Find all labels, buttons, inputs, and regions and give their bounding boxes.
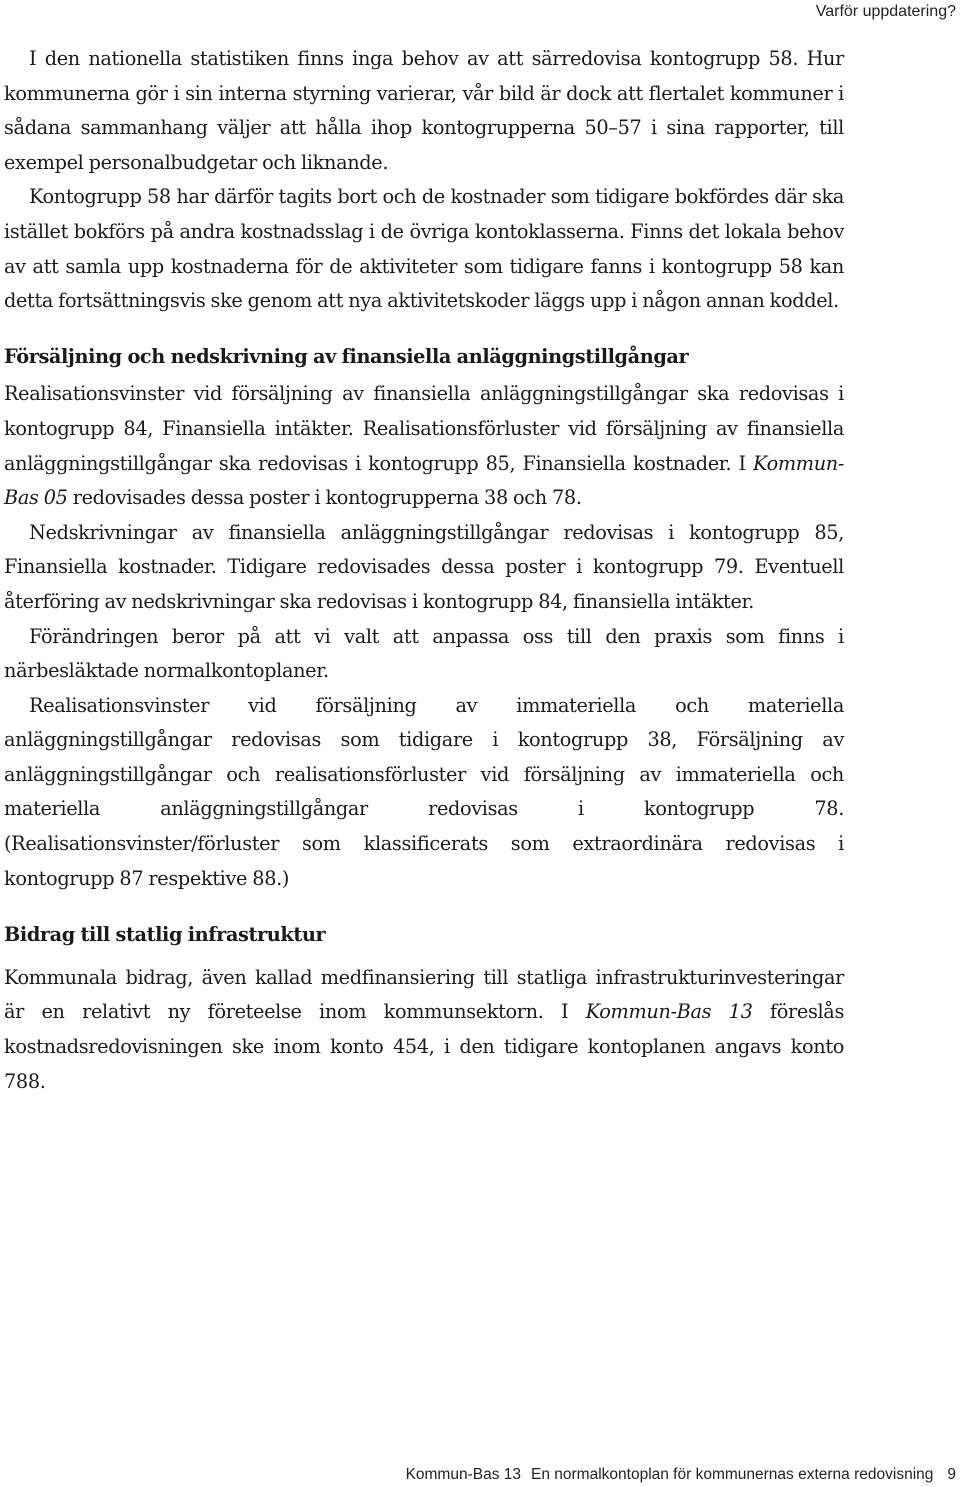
paragraph-statistics: I den nationella statistiken finns inga behov av att särredovisa kontogrupp 58. Hur kommunerna gör i sin interna styrning varierar, vår bild är dock att flertalet kommuner i sådana sammanhang väljer att hålla ihop kontogrupperna 50–57 i sina rapporter, till exempel personalbudgetar och liknande.: [4, 47, 844, 174]
text-span: redovisades dessa poster i kontogrupperna 38 och 78.: [67, 486, 582, 510]
paragraph-immateriella: Realisationsvinster vid försäljning av immateriella och materiella anläggningstillgångar redovisas som tidigare i kontogrupp 38, Försäljning av anläggningstillgångar och realisationsförluster vid försäljning av immateriella och materiella anläggningstillgångar redovisas i kontogrupp 78. (Realisationsvinster/förluster som klassificerats som extraordinära redovisas i kontogrupp 87 respektive 88.): [4, 693, 844, 890]
text-span: föreslås kostnadsredovisningen ske inom konto 454, i den tidigare kontoplanen angavs konto 788.: [4, 1000, 844, 1093]
text-span: Realisationsvinster vid försäljning av finansiella anläggningstillgångar ska redovisas i kontogrupp 84, Finansiella intäkter. Realisationsförluster vid försäljning av finansiella anläggningstillgångar ska redovisas i kontogrupp 85, Finansiella kostnader. I: [4, 382, 844, 475]
paragraph-nedskrivningar: Nedskrivningar av finansiella anläggningstillgångar redovisas i kontogrupp 85, Finansiella kostnader. Tidigare redovisades dessa poster i kontogrupp 79. Eventuell återföring av nedskrivningar ska redovisas i kontogrupp 84, finansiella intäkter.: [4, 520, 844, 613]
paragraph-kontogrupp-58: Kontogrupp 58 har därför tagits bort och de kostnader som tidigare bokfördes där ska istället bokförs på andra kostnadsslag i de övriga kontoklasserna. Finns det lokala behov av att samla upp kostnaderna för de aktiviteter som tidigare fanns i kontogrupp 58 kan detta fortsättningsvis ske genom att nya aktivitetskoder läggs upp i någon annan koddel.: [4, 185, 844, 313]
paragraph-praxis: Förändringen beror på att vi valt att anpassa oss till den praxis som finns i närbesläktade normalkontoplaner.: [4, 624, 844, 683]
paragraph-infrastructure: [4, 961, 844, 1099]
section-heading-financial-assets: Försäljning och nedskrivning av finansiella anläggningstillgångar: [4, 344, 689, 368]
publication-title-italic: Kommun-Bas 13: [585, 1000, 753, 1024]
paragraph-realisation-financial: [4, 377, 844, 515]
page-body: [4, 42, 844, 1099]
publication-title-italic: Kommun-Bas 05: [4, 451, 844, 510]
page-footer: [406, 1466, 956, 1484]
running-header: Varför uppdatering?: [815, 3, 956, 20]
section-heading-infrastructure: Bidrag till statlig infrastruktur: [4, 923, 326, 947]
text-span: Kommunala bidrag, även kallad medfinansiering till statliga infrastrukturinvesteringar är en relativt ny företeelse inom kommunsektorn. I: [4, 965, 844, 1024]
footer-subtitle: En normalkontoplan för kommunernas externa redovisning: [531, 1466, 934, 1483]
footer-publication: Kommun-Bas 13: [405, 1466, 522, 1483]
page-number: 9: [947, 1466, 956, 1483]
